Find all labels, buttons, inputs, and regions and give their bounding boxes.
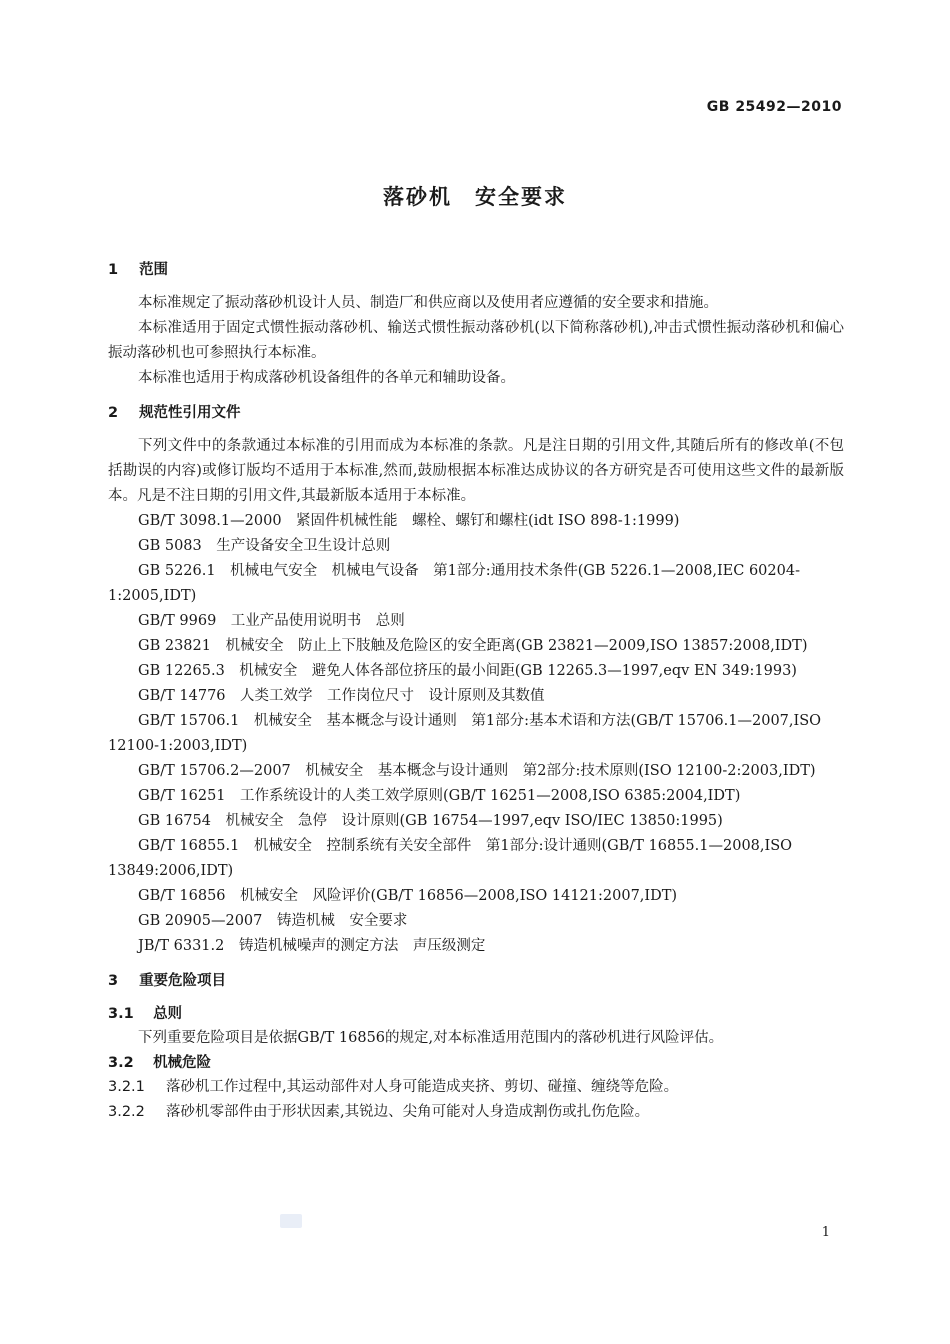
scope-paragraph: 本标准适用于固定式惯性振动落砂机、输送式惯性振动落砂机(以下简称落砂机),冲击式惯性振动落砂机和偏心振动落砂机也可参照执行本标准。	[108, 320, 844, 361]
reference-entry: GB 23821 机械安全 防止上下肢触及危险区的安全距离(GB 23821—2009,ISO 13857:2008,IDT)	[138, 638, 808, 654]
section-heading-scope	[108, 258, 844, 283]
reference-entry: GB/T 16856 机械安全 风险评价(GB/T 16856—2008,ISO 14121:2007,IDT)	[138, 888, 678, 904]
reference-entry: GB 16754 机械安全 急停 设计原则(GB 16754—1997,eqv ISO/IEC 13850:1995)	[138, 813, 723, 829]
section-title: 规范性引用文件	[139, 405, 241, 421]
subsection-heading-general	[108, 1002, 844, 1026]
document-body	[108, 258, 844, 1125]
reference-entry: GB/T 15706.2—2007 机械安全 基本概念与设计通则 第2部分:技术原则(ISO 12100-2:2003,IDT)	[138, 763, 816, 779]
reference-entry: GB/T 3098.1—2000 紧固件机械性能 螺栓、螺钉和螺柱(idt ISO 898-1:1999)	[138, 513, 680, 529]
subsection-title: 总则	[153, 1006, 183, 1022]
hazard-item	[108, 1075, 844, 1100]
reference-entry: GB/T 16855.1 机械安全 控制系统有关安全部件 第1部分:设计通则(GB/T 16855.1—2008,ISO 13849:2006,IDT)	[108, 838, 793, 879]
reference-entry: GB 5226.1 机械电气安全 机械电气设备 第1部分:通用技术条件(GB 5226.1—2008,IEC 60204-1:2005,IDT)	[108, 563, 800, 604]
general-paragraph: 下列重要危险项目是依据GB/T 16856的规定,对本标准适用范围内的落砂机进行风险评估。	[138, 1030, 724, 1046]
standard-code: GB 25492—2010	[706, 99, 842, 115]
reference-entry: GB 20905—2007 铸造机械 安全要求	[138, 913, 408, 929]
references-intro: 下列文件中的条款通过本标准的引用而成为本标准的条款。凡是注日期的引用文件,其随后所有的修改单(不包括勘误的内容)或修订版均不适用于本标准,然而,鼓励根据本标准达成协议的各方研究是否可使用这些文件的最新版本。凡是不注日期的引用文件,其最新版本适用于本标准。	[108, 438, 844, 504]
reference-entry: GB/T 9969 工业产品使用说明书 总则	[138, 613, 405, 629]
subsection-title: 机械危险	[153, 1055, 212, 1071]
section-number: 2	[108, 405, 119, 421]
scan-artifact	[280, 1214, 302, 1228]
reference-entry: GB/T 15706.1 机械安全 基本概念与设计通则 第1部分:基本术语和方法(GB/T 15706.1—2007,ISO 12100-1:2003,IDT)	[108, 713, 822, 754]
subsection-number: 3.1	[108, 1006, 134, 1022]
scope-paragraph: 本标准规定了振动落砂机设计人员、制造厂和供应商以及使用者应遵循的安全要求和措施。	[138, 295, 718, 311]
hazard-item-number: 3.2.2	[108, 1104, 145, 1120]
subsection-heading-mechanical	[108, 1051, 844, 1075]
reference-entry: GB/T 16251 工作系统设计的人类工效学原则(GB/T 16251—2008,ISO 6385:2004,IDT)	[138, 788, 741, 804]
reference-entry: GB 12265.3 机械安全 避免人体各部位挤压的最小间距(GB 12265.3—1997,eqv EN 349:1993)	[138, 663, 797, 679]
hazard-item-text: 落砂机工作过程中,其运动部件对人身可能造成夹挤、剪切、碰撞、缠绕等危险。	[166, 1079, 679, 1095]
hazard-item-text: 落砂机零部件由于形状因素,其锐边、尖角可能对人身造成割伤或扎伤危险。	[166, 1104, 650, 1120]
section-title: 重要危险项目	[139, 973, 227, 989]
page-number: 1	[821, 1225, 830, 1240]
section-number: 3	[108, 973, 119, 989]
subsection-number: 3.2	[108, 1055, 134, 1071]
section-number: 1	[108, 262, 119, 278]
reference-entry: GB 5083 生产设备安全卫生设计总则	[138, 538, 391, 554]
document-title: 落砂机 安全要求	[383, 185, 567, 209]
reference-entry: JB/T 6331.2 铸造机械噪声的测定方法 声压级测定	[138, 938, 486, 954]
section-heading-hazards	[108, 969, 844, 994]
section-title: 范围	[139, 262, 169, 278]
hazard-item	[108, 1100, 844, 1125]
scope-paragraph: 本标准也适用于构成落砂机设备组件的各单元和辅助设备。	[138, 370, 515, 386]
section-heading-normative-references	[108, 401, 844, 426]
hazard-item-number: 3.2.1	[108, 1079, 145, 1095]
reference-entry: GB/T 14776 人类工效学 工作岗位尺寸 设计原则及其数值	[138, 688, 545, 704]
